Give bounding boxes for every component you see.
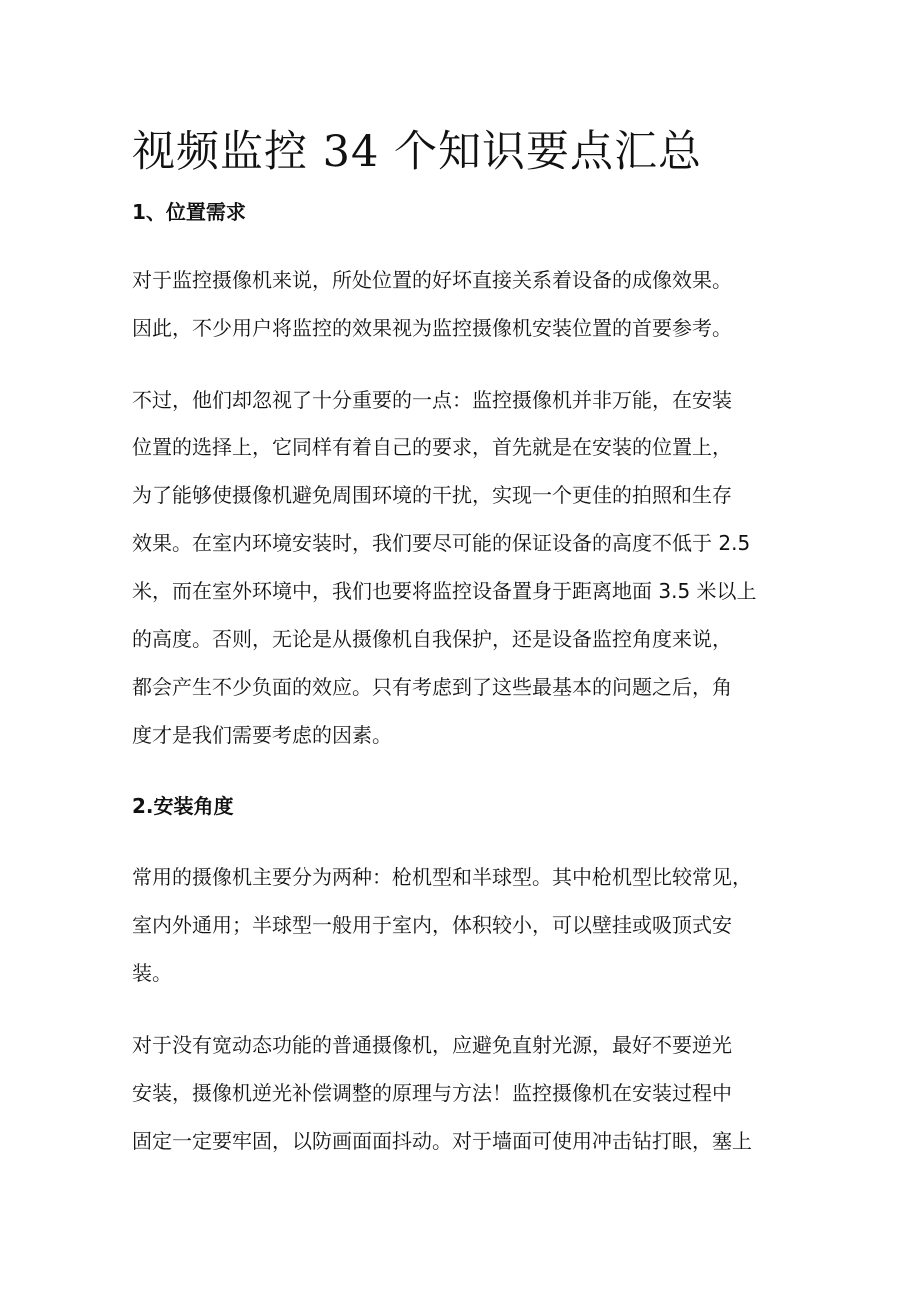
section-heading-position: 1、位置需求 [132, 200, 246, 224]
text-line: 位置的选择上，它同样有着自己的要求，首先就是在安装的位置上， [132, 435, 732, 459]
text-line: 对于监控摄像机来说，所处位置的好坏直接关系着设备的成像效果。 [132, 268, 732, 292]
text-line: 固定一定要牢固，以防画面面抖动。对于墙面可使用冲击钻打眼，塞上 [132, 1129, 752, 1153]
text-line: 常用的摄像机主要分为两种：枪机型和半球型。其中枪机型比较常见， [132, 865, 752, 889]
text-line: 安装，摄像机逆光补偿调整的原理与方法！监控摄像机在安装过程中 [132, 1081, 732, 1105]
text-line: 装。 [132, 961, 172, 985]
text-line: 不过，他们却忽视了十分重要的一点：监控摄像机并非万能，在安装 [132, 388, 732, 412]
text-line: 为了能够使摄像机避免周围环境的干扰，实现一个更佳的拍照和生存 [132, 483, 732, 507]
document-title: 视频监控 34 个知识要点汇总 [132, 127, 703, 177]
text-line: 对于没有宽动态功能的普通摄像机，应避免直射光源，最好不要逆光 [132, 1033, 732, 1057]
text-line: 的高度。否则，无论是从摄像机自我保护，还是设备监控角度来说， [132, 627, 732, 651]
text-line: 室内外通用；半球型一般用于室内，体积较小，可以壁挂或吸顶式安 [132, 913, 732, 937]
text-line: 效果。在室内环境安装时，我们要尽可能的保证设备的高度不低于 2.5 [132, 531, 751, 555]
text-line: 都会产生不少负面的效应。只有考虑到了这些最基本的问题之后，角 [132, 675, 732, 699]
text-line: 度才是我们需要考虑的因素。 [132, 723, 392, 747]
section-heading-angle: 2.安装角度 [132, 794, 234, 818]
text-line: 因此，不少用户将监控的效果视为监控摄像机安装位置的首要参考。 [132, 316, 732, 340]
text-line: 米，而在室外环境中，我们也要将监控设备置身于距离地面 3.5 米以上 [132, 579, 757, 603]
